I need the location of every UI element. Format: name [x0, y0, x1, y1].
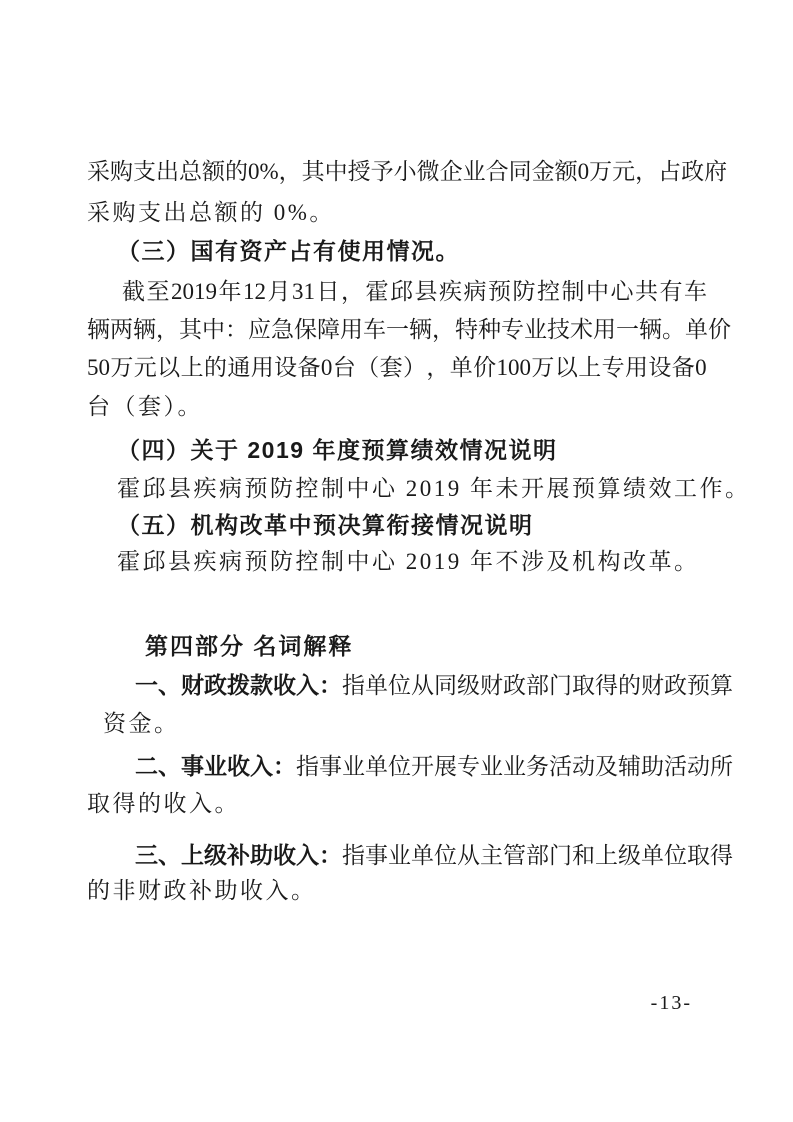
- line-text: 霍邱县疾病预防控制中心 2019 年不涉及机构改革。: [117, 549, 700, 574]
- body-line: 三 、 上 级 补 助 收 入 ： 指 事 业 单 位 从 主 管 部 门 和 上 级 单 位 取 得: [135, 842, 733, 868]
- line-text: 的非财政补助收入。: [87, 878, 317, 903]
- page-number: -13-: [650, 992, 692, 1014]
- body-line: [87, 393, 203, 420]
- line-text: 采购支出总额的 0%。: [87, 200, 335, 225]
- section-heading: [117, 238, 460, 265]
- part-heading: [145, 633, 353, 660]
- body-line: [87, 877, 317, 904]
- body-line: 采 购 支 出 总 额 的 0% ， 其 中 授 予 小 微 企 业 合 同 金 额 0 万 元 ， 占 政 府: [87, 159, 728, 184]
- body-line: 截 至 2019 年 12 月 31 日 ， 霍 邱 县 疾 病 预 防 控 制 中 心 共 有 车: [122, 279, 707, 304]
- heading-text: 第四部分 名词解释: [145, 633, 354, 659]
- body-line: [117, 548, 700, 575]
- body-line: 一 、 财 政 拨 款 收 入 ： 指 单 位 从 同 级 财 政 部 门 取 得 的 财 政 预 算: [135, 672, 733, 698]
- line-text: 取得的收入。: [87, 791, 240, 816]
- body-line: [87, 199, 335, 226]
- body-line: 辆 两 辆 ， 其 中 ： 应 急 保 障 用 车 一 辆 ， 特 种 专 业 技 术 用 一 辆 。 单 价: [87, 317, 731, 342]
- section-heading: [117, 437, 557, 464]
- body-line: [117, 475, 751, 502]
- body-line: [87, 790, 240, 817]
- line-text: 台（套）。: [87, 394, 203, 419]
- heading-text: （三）国有资产占有使用情况。: [117, 238, 460, 264]
- line-text: 资金。: [103, 711, 180, 736]
- body-line: 二 、 事 业 收 入 ： 指 事 业 单 位 开 展 专 业 业 务 活 动 及 辅 助 活 动 所: [135, 753, 733, 779]
- section-heading: [117, 512, 534, 539]
- heading-text: （四）关于 2019 年度预算绩效情况说明: [117, 437, 558, 463]
- line-text: 霍邱县疾病预防控制中心 2019 年未开展预算绩效工作。: [117, 476, 751, 501]
- body-line: 50 万 元 以 上 的 通 用 设 备 0 台 （ 套 ） ， 单 价 100 万 以 上 专 用 设 备 0: [87, 355, 707, 380]
- heading-text: （五）机构改革中预决算衔接情况说明: [117, 512, 534, 538]
- body-line: [103, 710, 180, 737]
